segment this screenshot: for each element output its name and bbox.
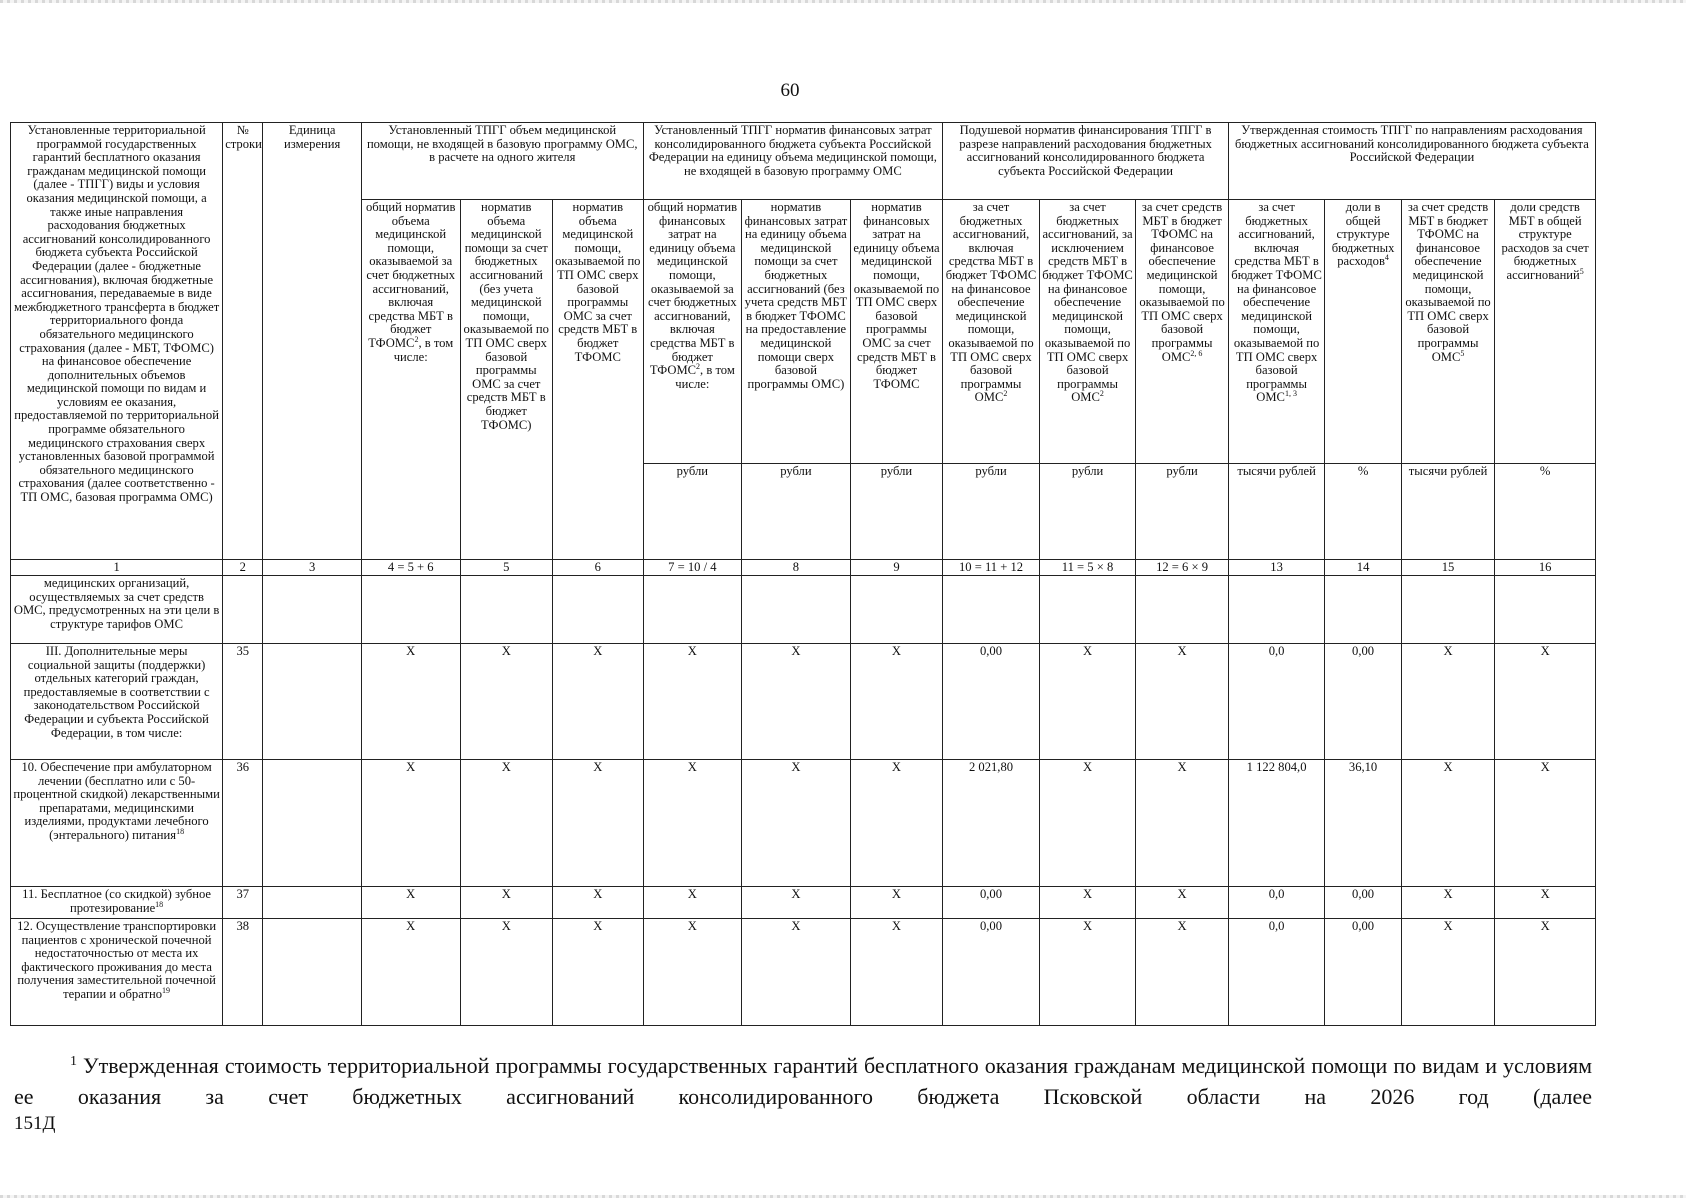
table-cell: X bbox=[361, 760, 460, 887]
header-col-16: доли средств МБТ в общей структуре расходов за счет бюджетных ассигнований$^5$ bbox=[1495, 200, 1596, 464]
header-unit: Единица измерения bbox=[263, 123, 362, 560]
table-cell bbox=[263, 919, 362, 1026]
column-number: 8 bbox=[742, 560, 851, 576]
table-cell: X bbox=[553, 887, 644, 919]
footnote-text: Утвержденная стоимость территориальной программы государственных гарантий бесплатного оказания гражданам медицинской помощи по видам и условиям ее оказания за счет бюджетных ассигнований консолидированного бюджета Псковской области на 2026 год (далее bbox=[14, 1053, 1592, 1109]
header-col-6: норматив объема медицинской помощи, оказываемой по ТП ОМС сверх базовой программы ОМС за счет средств МБТ в бюджет ТФОМС bbox=[553, 200, 644, 560]
table-cell: X bbox=[643, 644, 742, 760]
table-cell bbox=[361, 576, 460, 644]
header-col-11: за счет бюджетных ассигнований, за исключением средств МБТ в бюджет ТФОМС на финансовое обеспечение медицинской помощи, оказываемой по ТП ОМС сверх базовой программы ОМС$^2$ bbox=[1039, 200, 1136, 464]
unit-col-10: рубли bbox=[943, 464, 1040, 560]
table-cell: X bbox=[361, 644, 460, 760]
header-group-per-capita: Подушевой норматив финансирования ТПГГ в разрезе направлений расходования бюджетных ассигнований консолидированного бюджета субъекта Российской Федерации bbox=[943, 123, 1229, 200]
header-col-5: норматив объема медицинской помощи за счет бюджетных ассигнований (без учета медицинской помощи, оказываемой по ТП ОМС сверх базовой программы ОМС за счет средств МБТ в бюджет ТФОМС) bbox=[460, 200, 553, 560]
table-cell: 0,0 bbox=[1228, 919, 1325, 1026]
table-cell: 36,10 bbox=[1325, 760, 1401, 887]
table-cell: X bbox=[1495, 919, 1596, 1026]
table-cell: X bbox=[460, 887, 553, 919]
table-cell: X bbox=[1136, 887, 1229, 919]
table-cell: X bbox=[1039, 760, 1136, 887]
row-name-text: медицинских организаций, осуществляемых за счет средств ОМС, предусмотренных на эти цели в структуре тарифов ОМС bbox=[13, 576, 220, 631]
header-row-number: № строки bbox=[223, 123, 263, 560]
row-name-footnote-ref: 18 bbox=[155, 899, 164, 909]
table-cell: X bbox=[553, 919, 644, 1026]
table-cell: X bbox=[850, 919, 943, 1026]
column-number: 10 = 11 + 12 bbox=[943, 560, 1040, 576]
table-cell: X bbox=[742, 887, 851, 919]
table-cell bbox=[1136, 576, 1229, 644]
table-cell: X bbox=[643, 760, 742, 887]
unit-col-13: тысячи рублей bbox=[1228, 464, 1325, 560]
column-number: 6 bbox=[553, 560, 644, 576]
header-type-of-care: Установленные территориальной программой государственных гарантий бесплатного оказания гражданам медицинской помощи (далее - ТПГГ) виды и условия оказания медицинской помощи, а также иные направления расходования бюджетных ассигнований консолидированного бюджета субъекта Российской Федерации (далее - бюджетные ассигнования), включая бюджетные ассигнования, передаваемые в виде межбюджетного трансферта в бюджет территориального фонда обязательного медицинского страхования (далее - МБТ, ТФОМС) на финансовое обеспечение дополнительных объемов медицинской помощи по видам и условиям ее оказания, предоставляемой по территориальной программе обязательного медицинского страхования сверх установленных базовой программой обязательного медицинского страхования (далее соответственно - ТП ОМС, базовая программа ОМС) bbox=[11, 123, 223, 560]
column-number: 14 bbox=[1325, 560, 1401, 576]
table-cell: 0,00 bbox=[1325, 919, 1401, 1026]
table-row bbox=[11, 887, 1596, 919]
header-col-12: за счет средств МБТ в бюджет ТФОМС на финансовое обеспечение медицинской помощи, оказываемой по ТП ОМС сверх базовой программы ОМС$^{2, 6}$ bbox=[1136, 200, 1229, 464]
table-cell bbox=[1401, 576, 1495, 644]
column-number: 1 bbox=[11, 560, 223, 576]
column-number: 12 = 6 × 9 bbox=[1136, 560, 1229, 576]
page-number: 60 bbox=[780, 80, 800, 101]
table-cell bbox=[263, 576, 362, 644]
table-cell: X bbox=[1136, 644, 1229, 760]
unit-col-15: тысячи рублей bbox=[1401, 464, 1495, 560]
table-row bbox=[11, 644, 1596, 760]
table-cell: X bbox=[850, 887, 943, 919]
header-col-8: норматив финансовых затрат на единицу объема медицинской помощи за счет бюджетных ассигнований (без учета средств МБТ в бюджет ТФОМС на предоставление медицинской помощи сверх базовой программы ОМС) bbox=[742, 200, 851, 464]
table-cell: X bbox=[742, 644, 851, 760]
header-col-15: за счет средств МБТ в бюджет ТФОМС на финансовое обеспечение медицинской помощи, оказываемой по ТП ОМС сверх базовой программы ОМС$^5$ bbox=[1401, 200, 1495, 464]
column-number: 5 bbox=[460, 560, 553, 576]
header-col-13: за счет бюджетных ассигнований, включая средства МБТ в бюджет ТФОМС на финансовое обеспечение медицинской помощи, оказываемой по ТП ОМС сверх базовой программы ОМС$^{1, 3}$ bbox=[1228, 200, 1325, 464]
table-cell bbox=[1325, 576, 1401, 644]
table-cell: X bbox=[460, 760, 553, 887]
column-numbers-row bbox=[11, 560, 1596, 576]
table-cell: 0,0 bbox=[1228, 887, 1325, 919]
column-number: 7 = 10 / 4 bbox=[643, 560, 742, 576]
row-name-text: 12. Осуществление транспортировки пациентов с хронической почечной недостаточностью от места их фактического проживания до места получения заместительной почечной терапии и обратно bbox=[17, 919, 217, 1001]
column-number: 11 = 5 × 8 bbox=[1039, 560, 1136, 576]
unit-col-7: рубли bbox=[643, 464, 742, 560]
unit-col-8: рубли bbox=[742, 464, 851, 560]
table-cell bbox=[223, 576, 263, 644]
table-cell: 0,00 bbox=[1325, 887, 1401, 919]
table-cell: 1 122 804,0 bbox=[1228, 760, 1325, 887]
table-cell: X bbox=[1401, 919, 1495, 1026]
table-row bbox=[11, 919, 1596, 1026]
table-cell: 2 021,80 bbox=[943, 760, 1040, 887]
column-number: 3 bbox=[263, 560, 362, 576]
row-name-footnote-ref: 19 bbox=[162, 985, 171, 995]
table-cell: X bbox=[1401, 760, 1495, 887]
row-name-text: 11. Бесплатное (со скидкой) зубное протезирование bbox=[22, 887, 212, 915]
header-col-10: за счет бюджетных ассигнований, включая средства МБТ в бюджет ТФОМС на финансовое обеспечение медицинской помощи, оказываемой по ТП ОМС сверх базовой программы ОМС$^2$ bbox=[943, 200, 1040, 464]
table-cell bbox=[263, 887, 362, 919]
table-cell bbox=[943, 576, 1040, 644]
table-body bbox=[11, 576, 1596, 1026]
table-cell: X bbox=[553, 760, 644, 887]
table-cell: 35 bbox=[223, 644, 263, 760]
table-row bbox=[11, 576, 1596, 644]
table-cell: 0,00 bbox=[943, 644, 1040, 760]
table-cell: X bbox=[1136, 919, 1229, 1026]
table-cell: X bbox=[460, 919, 553, 1026]
table-cell: 36 bbox=[223, 760, 263, 887]
table-cell: 0,0 bbox=[1228, 644, 1325, 760]
row-name-footnote-ref: 18 bbox=[176, 826, 185, 836]
table-cell: X bbox=[1495, 644, 1596, 760]
row-name bbox=[11, 919, 223, 1026]
row-name bbox=[11, 887, 223, 919]
table-cell: X bbox=[1039, 644, 1136, 760]
table-cell: X bbox=[361, 919, 460, 1026]
scan-edge-top bbox=[0, 0, 1686, 3]
table-cell bbox=[850, 576, 943, 644]
column-number: 16 bbox=[1495, 560, 1596, 576]
table-cell: X bbox=[643, 919, 742, 1026]
row-name-text: 10. Обеспечение при амбулаторном лечении (бесплатно или с 50-процентной скидкой) лекарственными препаратами, медицинскими изделиями, продуктами лечебного (энтерального) питания bbox=[13, 760, 220, 842]
row-name bbox=[11, 644, 223, 760]
header-group-approved-cost: Утвержденная стоимость ТПГГ по направлениям расходования бюджетных ассигнований консолидированного бюджета субъекта Российской Федерации bbox=[1228, 123, 1595, 200]
table-cell: X bbox=[460, 644, 553, 760]
header-group-volume: Установленный ТПГГ объем медицинской помощи, не входящей в базовую программу ОМС, в расчете на одного жителя bbox=[361, 123, 643, 200]
unit-col-12: рубли bbox=[1136, 464, 1229, 560]
table-cell bbox=[1495, 576, 1596, 644]
table-cell: X bbox=[1495, 887, 1596, 919]
table-cell bbox=[460, 576, 553, 644]
header-col-4: общий норматив объема медицинской помощи, оказываемой за счет бюджетных ассигнований, включая средства МБТ в бюджет ТФОМС$^2$, в том числе: bbox=[361, 200, 460, 560]
unit-col-11: рубли bbox=[1039, 464, 1136, 560]
table-cell: 0,00 bbox=[943, 887, 1040, 919]
table-cell: 38 bbox=[223, 919, 263, 1026]
unit-col-9: рубли bbox=[850, 464, 943, 560]
table-cell: X bbox=[1039, 919, 1136, 1026]
table-cell bbox=[1039, 576, 1136, 644]
column-number: 9 bbox=[850, 560, 943, 576]
table-cell: X bbox=[1136, 760, 1229, 887]
table-cell: X bbox=[742, 919, 851, 1026]
table-cell bbox=[1228, 576, 1325, 644]
table-cell: X bbox=[1401, 887, 1495, 919]
header-col-9: норматив финансовых затрат на единицу объема медицинской помощи, оказываемой по ТП ОМС сверх базовой программы ОМС за счет средств МБТ в бюджет ТФОМС bbox=[850, 200, 943, 464]
row-name bbox=[11, 576, 223, 644]
table-cell: X bbox=[850, 760, 943, 887]
table-cell bbox=[263, 644, 362, 760]
table-cell: X bbox=[1401, 644, 1495, 760]
unit-col-14: % bbox=[1325, 464, 1401, 560]
table-cell: 0,00 bbox=[943, 919, 1040, 1026]
table-cell: X bbox=[742, 760, 851, 887]
row-name bbox=[11, 760, 223, 887]
footnote-mark: 1 bbox=[70, 1053, 77, 1069]
column-number: 2 bbox=[223, 560, 263, 576]
header-col-7: общий норматив финансовых затрат на единицу объема медицинской помощи, оказываемой за счет бюджетных ассигнований, включая средства МБТ в бюджет ТФОМС$^2$, в том числе: bbox=[643, 200, 742, 464]
table-cell bbox=[553, 576, 644, 644]
budget-table bbox=[10, 122, 1596, 1026]
table-cell bbox=[742, 576, 851, 644]
table-cell: X bbox=[361, 887, 460, 919]
column-number: 4 = 5 + 6 bbox=[361, 560, 460, 576]
row-name-text: III. Дополнительные меры социальной защиты (поддержки) отдельных категорий граждан, предоставляемые в соответствии с законодательством Российской Федерации и субъекта Российской Федерации, в том числе: bbox=[23, 644, 210, 740]
header-group-cost-standard: Установленный ТПГГ норматив финансовых затрат консолидированного бюджета субъекта Российской Федерации на единицу объема медицинской помощи, не входящей в базовую программу ОМС bbox=[643, 123, 943, 200]
unit-col-16: % bbox=[1495, 464, 1596, 560]
table-cell: X bbox=[553, 644, 644, 760]
column-number: 15 bbox=[1401, 560, 1495, 576]
table-cell: X bbox=[850, 644, 943, 760]
footnote-1 bbox=[14, 1050, 1592, 1112]
table-row bbox=[11, 760, 1596, 887]
column-number: 13 bbox=[1228, 560, 1325, 576]
table-cell bbox=[643, 576, 742, 644]
table-cell: X bbox=[1039, 887, 1136, 919]
table-cell bbox=[263, 760, 362, 887]
table-cell: 0,00 bbox=[1325, 644, 1401, 760]
table-cell: X bbox=[643, 887, 742, 919]
scan-edge-bottom bbox=[0, 1195, 1686, 1198]
table-cell: X bbox=[1495, 760, 1596, 887]
document-code: 151Д bbox=[14, 1113, 56, 1134]
table-cell: 37 bbox=[223, 887, 263, 919]
header-col-14: доли в общей структуре бюджетных расходов$^4$ bbox=[1325, 200, 1401, 464]
